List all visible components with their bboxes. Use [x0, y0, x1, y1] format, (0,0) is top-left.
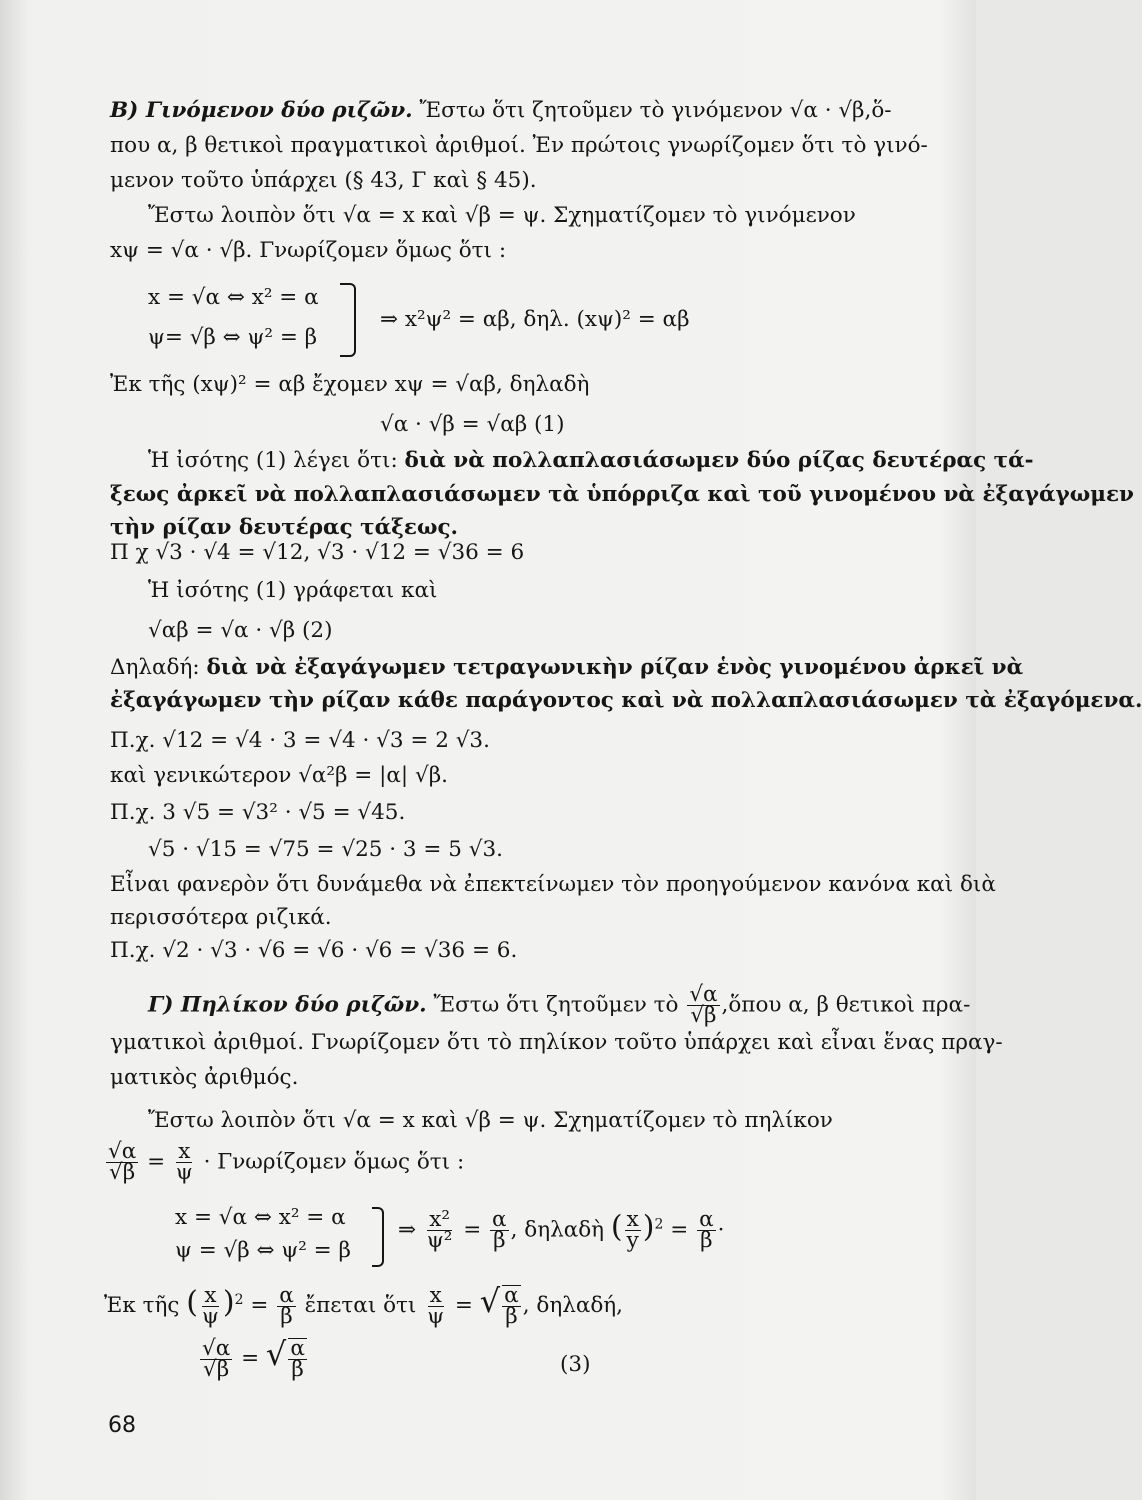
- brace: [372, 1207, 384, 1267]
- equation-3: $\frac{√\alpha}{√\beta}$ = √ $\frac{\alpha}{\beta}$: [202, 1335, 305, 1382]
- text-line: xψ = √α · √β. Γνωρίζομεν ὅμως ὅτι :: [110, 238, 507, 263]
- text-line: Εἶναι φανερὸν ὅτι δυνάμεθα νὰ ἐπεκτείνωμεν τὸν προηγούμενον κανόνα καὶ διὰ: [110, 872, 996, 897]
- text-line: Ἡ ἰσότης (1) γράφεται καὶ: [148, 578, 438, 603]
- equation-1: √α · √β = √αβ (1): [380, 412, 565, 437]
- example-line: √5 · √15 = √75 = √25 · 3 = 5 √3.: [148, 837, 504, 862]
- rule-line: τὴν ρίζαν δευτέρας τάξεως.: [110, 515, 459, 540]
- system-equation: x = √α ⇔ x² = α: [148, 285, 319, 310]
- section-b-line-1: Β) Γινόμενον δύο ριζῶν. Ἔστω ὅτι ζητοῦμεν τὸ γινόμενον √α · √β,ὅ-: [110, 98, 892, 123]
- system-result: ⇒ x²ψ² = αβ, δηλ. (xψ)² = αβ: [380, 307, 690, 332]
- text-line: Ἐκ τῆς (xψ)² = αβ ἔχομεν xψ = √αβ, δηλαδὴ: [110, 372, 590, 397]
- system-equation: ψ = √β ⇔ ψ² = β: [175, 1238, 351, 1263]
- section-c-heading: Γ) Πηλίκον δύο ριζῶν.: [148, 992, 427, 1018]
- rule-line: ξεως ἀρκεῖ νὰ πολλαπλασιάσωμεν τὰ ὑπόρριζα καὶ τοῦ γινομένου νὰ ἐξαγάγωμεν: [110, 482, 1134, 507]
- text-line: που α, β θετικοὶ πραγματικοὶ ἀριθμοί. Ἐν πρώτοις γνωρίζομεν ὅτι τὸ γινό-: [110, 133, 928, 158]
- system-equation: x = √α ⇔ x² = α: [175, 1205, 346, 1230]
- section-c-line-1: Γ) Πηλίκον δύο ριζῶν. Ἔστω ὅτι ζητοῦμεν τὸ $\frac{√\alpha}{√\beta}$ ,ὅπου α, β θετικοὶ πρα-: [148, 982, 971, 1028]
- text-line: ματικὸς ἀριθμός.: [110, 1065, 299, 1090]
- example-line: Π χ √3 · √4 = √12, √3 · √12 = √36 = 6: [110, 540, 525, 565]
- rule-line: Ἡ ἰσότης (1) λέγει ὅτι: διὰ νὰ πολλαπλασιάσωμεν δύο ρίζας δευτέρας τά-: [148, 448, 1034, 473]
- text-line: Ἔστω λοιπὸν ὅτι √α = x καὶ √β = ψ. Σχηματίζομεν τὸ γινόμενον: [148, 203, 856, 228]
- system-equation: ψ= √β ⇔ ψ² = β: [148, 325, 318, 350]
- rule-line: ἐξαγάγωμεν τὴν ρίζαν κάθε παράγοντος καὶ νὰ πολλαπλασιάσωμεν τὰ ἐξαγόμενα.: [110, 688, 1142, 713]
- example-line: Π.χ. √2 · √3 · √6 = √6 · √6 = √36 = 6.: [110, 938, 518, 963]
- derivation-line: Ἐκ τῆς ( $\frac{x}{\psi}$ )$^2$ = $\frac{\alpha}{\beta}$ ἔπεται ὅτι $\frac{x}{\psi}$ = √ $\frac{\alpha}{\beta}$ , δηλαδή,: [104, 1282, 624, 1329]
- rule-line: Δηλαδή: διὰ νὰ ἐξαγάγωμεν τετραγωνικὴν ρίζαν ἑνὸς γινομένου ἀρκεῖ νὰ: [110, 655, 1024, 680]
- text-line: γματικοὶ ἀριθμοί. Γνωρίζομεν ὅτι τὸ πηλίκον τοῦτο ὑπάρχει καὶ εἶναι ἕνας πραγ-: [110, 1030, 1003, 1055]
- example-line: Π.χ. √12 = √4 · 3 = √4 · √3 = 2 √3.: [110, 728, 490, 753]
- quotient-fraction: $\frac{√\alpha}{√\beta}$: [689, 982, 718, 1028]
- text-line: καὶ γενικώτερον √α²β = |α| √β.: [110, 763, 448, 788]
- text-line: περισσότερα ριζικά.: [110, 905, 332, 930]
- system-result: ⇒ $\frac{\text{x²}}{\text{ψ²}}$ = $\frac{\alpha}{\beta}$ , δηλαδὴ ( $\frac{x}{y}$ )$^2$ = $\frac{\alpha}{\beta}$ ·: [398, 1207, 725, 1253]
- equation-2: √αβ = √α · √β (2): [148, 618, 333, 643]
- section-b-heading: Β) Γινόμενον δύο ριζῶν.: [110, 98, 413, 123]
- brace: [340, 283, 356, 357]
- text-line: Ἔστω λοιπὸν ὅτι √α = x καὶ √β = ψ. Σχηματίζομεν τὸ πηλίκον: [148, 1108, 833, 1133]
- page-number: 68: [108, 1413, 136, 1438]
- quotient-line: $\frac{√\alpha}{√\beta}$ = $\frac{x}{\psi}$ · Γνωρίζομεν ὅμως ὅτι :: [108, 1139, 465, 1185]
- text-line: μενον τοῦτο ὑπάρχει (§ 43, Γ καὶ § 45).: [110, 168, 537, 193]
- equation-3-label: (3): [560, 1352, 591, 1377]
- example-line: Π.χ. 3 √5 = √3² · √5 = √45.: [110, 800, 406, 825]
